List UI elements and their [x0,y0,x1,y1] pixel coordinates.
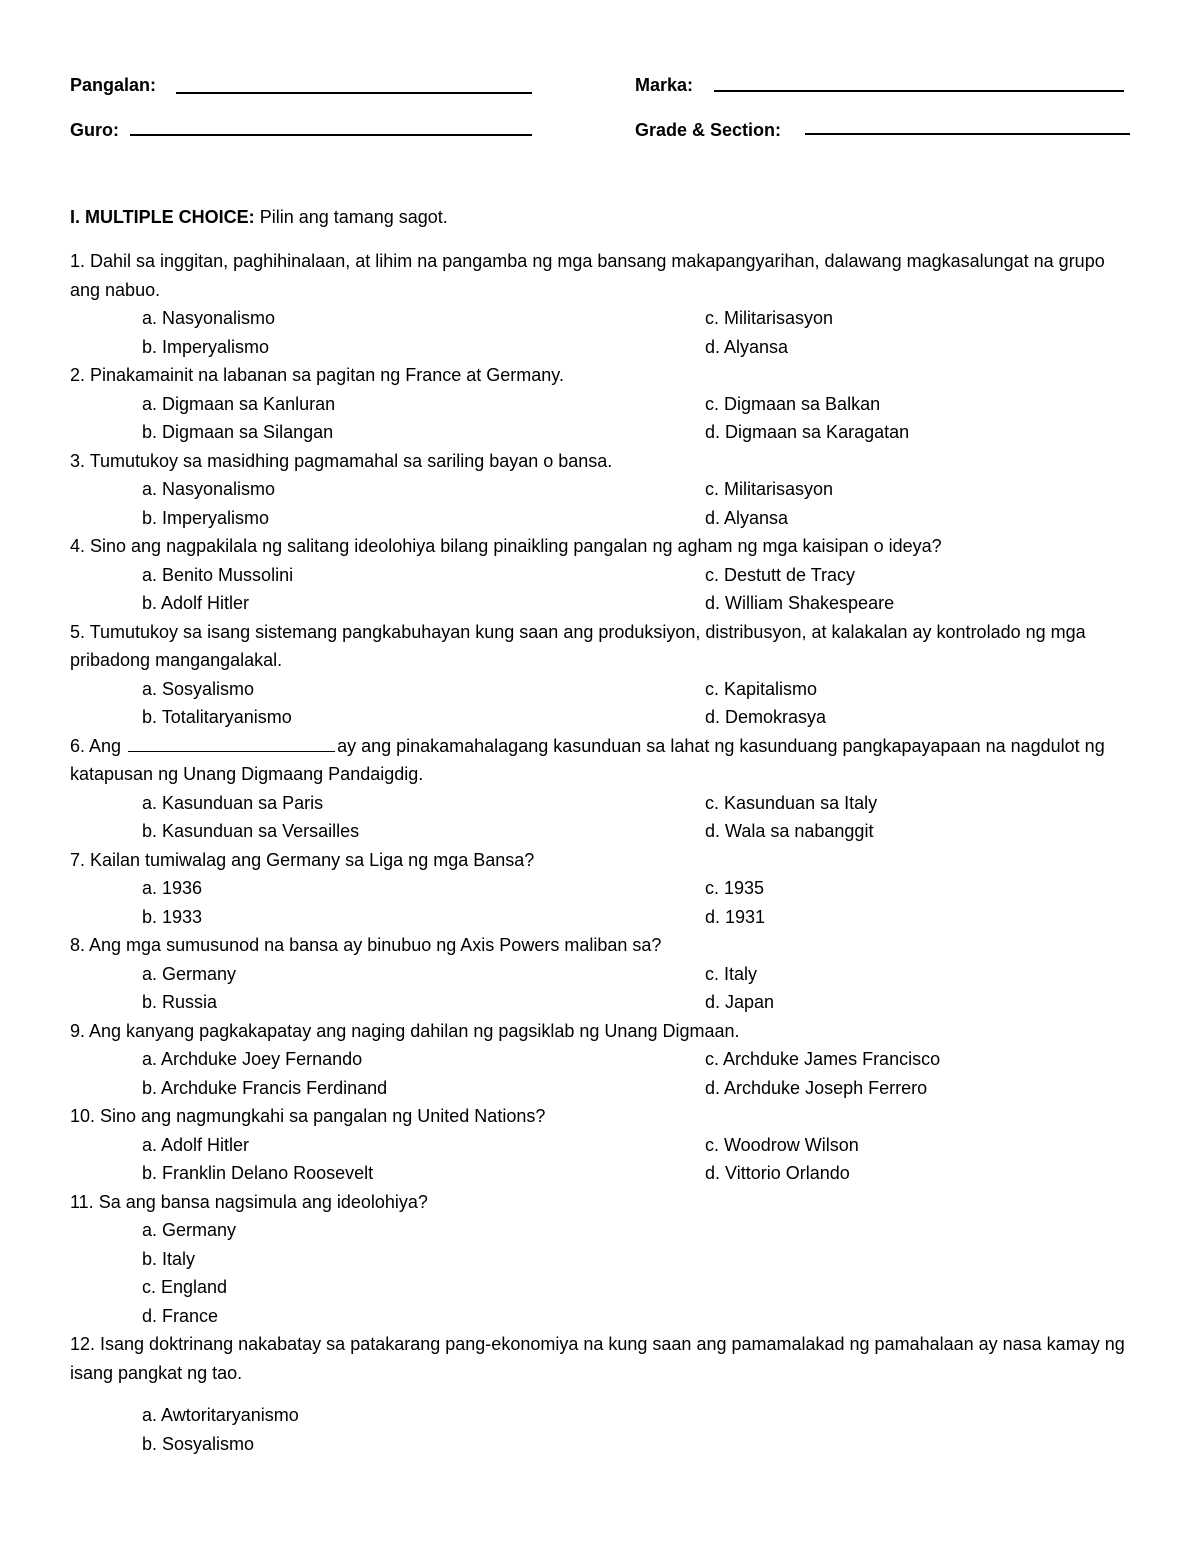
option-b[interactable]: b. Totalitaryanismo [142,707,292,727]
question-stem: 2. Pinakamainit na labanan sa pagitan ng France at Germany. [70,365,564,385]
grade-section-label: Grade & Section: [635,120,782,140]
option-a[interactable]: a. Nasyonalismo [142,479,276,499]
score-label: Marka: [635,75,694,95]
options [70,1045,1130,1102]
score-field[interactable] [714,90,1124,92]
teacher-label: Guro: [70,120,119,140]
question-stem-end: ay ang pinakamahalagang kasunduan sa lahat ng kasunduang pangkapayapaan na nagdulot ng katapusan ng Unang Digmaang Pandaigdig. [70,735,1105,784]
option-a[interactable]: a. Kasunduan sa Paris [142,792,324,813]
options [70,1401,1130,1458]
option-a[interactable]: a. Archduke Joey Fernando [142,1049,363,1069]
option-d[interactable]: d. Alyansa [705,507,789,528]
options [70,675,1130,732]
option-c[interactable]: c. 1935 [705,878,765,898]
option-a[interactable]: a. 1936 [142,878,203,898]
option-b[interactable]: b. 1933 [142,906,203,927]
question-9 [70,1017,1130,1103]
option-c[interactable]: c. Digmaan sa Balkan [705,393,881,414]
options [70,304,1130,361]
option-c[interactable]: c. Woodrow Wilson [705,1134,859,1155]
option-c[interactable]: c. Kasunduan sa Italy [705,792,878,813]
question-stem: 12. Isang doktrinang nakabatay sa patakarang pang-ekonomiya na kung saan ang pamamalakad ng pamahalaan ay nasa kamay ng isang pangkat ng tao. [70,1334,1125,1383]
question-stem-start: 6. Ang [70,735,122,756]
question-stem: 4. Sino ang nagpakilala ng salitang ideolohiya bilang pinaikling pangalan ng agham ng mga kaisipan o ideya? [70,536,942,556]
option-c[interactable]: c. Kapitalismo [705,678,818,699]
option-d[interactable]: d. Wala sa nabanggit [705,821,874,841]
option-b[interactable]: b. Russia [142,992,218,1012]
option-d[interactable]: d. Alyansa [705,336,789,357]
option-b[interactable]: b. Italy [142,1248,196,1269]
spacer [70,1387,1130,1401]
question-stem: 3. Tumutukoy sa masidhing pagmamahal sa sariling bayan o bansa. [70,450,613,471]
question-3 [70,447,1130,533]
option-a[interactable]: a. Adolf Hitler [142,1134,250,1155]
options [70,475,1130,532]
option-b[interactable]: b. Imperyalismo [142,507,270,528]
name-field[interactable] [176,92,532,94]
name-label: Pangalan: [70,75,157,95]
question-12 [70,1330,1130,1458]
options [70,789,1130,846]
question-11 [70,1188,1130,1331]
option-a[interactable]: a. Germany [142,963,237,984]
option-a[interactable]: a. Awtoritaryanismo [142,1405,299,1425]
option-c[interactable]: c. Italy [705,963,758,984]
option-c[interactable]: c. Militarisasyon [705,479,834,499]
option-d[interactable]: d. William Shakespeare [705,593,895,613]
question-6 [70,732,1130,846]
question-stem: 7. Kailan tumiwalag ang Germany sa Liga ng mga Bansa? [70,849,535,870]
option-b[interactable]: b. Adolf Hitler [142,593,250,613]
question-stem: 5. Tumutukoy sa isang sistemang pangkabuhayan kung saan ang produksiyon, distribusyon, at kalakalan ay kontrolado ng mga pribadong mangangalakal. [70,621,1086,670]
section-title: I. MULTIPLE CHOICE: [70,207,255,227]
teacher-field[interactable] [130,134,532,136]
option-b[interactable]: b. Imperyalismo [142,336,270,357]
question-8 [70,931,1130,1017]
question-stem [70,732,1130,789]
section-instruction: Pilin ang tamang sagot. [259,207,448,227]
question-stem: 11. Sa ang bansa nagsimula ang ideolohiya? [70,1191,428,1212]
option-a[interactable]: a. Germany [142,1220,237,1240]
options [70,561,1130,618]
question-stem: 9. Ang kanyang pagkakapatay ang naging dahilan ng pagsiklab ng Unang Digmaan. [70,1020,740,1041]
option-c[interactable]: c. England [142,1277,228,1297]
question-10 [70,1102,1130,1188]
option-b[interactable]: b. Digmaan sa Silangan [142,422,334,442]
option-d[interactable]: d. Japan [705,992,775,1012]
question-1 [70,247,1130,361]
question-5 [70,618,1130,732]
option-b[interactable]: b. Sosyalismo [142,1433,255,1454]
option-a[interactable]: a. Benito Mussolini [142,564,294,585]
option-a[interactable]: a. Nasyonalismo [142,308,276,328]
answer-blank[interactable] [128,736,335,752]
options [70,960,1130,1017]
question-stem: 10. Sino ang nagmungkahi sa pangalan ng United Nations? [70,1106,546,1126]
options [70,390,1130,447]
grade-section-field[interactable] [805,133,1130,135]
question-2 [70,361,1130,447]
question-4 [70,532,1130,618]
option-c[interactable]: c. Destutt de Tracy [705,564,856,585]
option-b[interactable]: b. Kasunduan sa Versailles [142,821,360,841]
question-stem: 1. Dahil sa inggitan, paghihinalaan, at lihim na pangamba ng mga bansang makapangyarihan, dalawang magkasalungat na grupo ang nabuo. [70,251,1105,300]
options [70,1216,1130,1330]
option-d[interactable]: d. Demokrasya [705,707,827,727]
option-a[interactable]: a. Sosyalismo [142,678,255,699]
section-heading [70,207,448,227]
question-list [70,247,1130,1458]
options [70,874,1130,931]
option-d[interactable]: d. 1931 [705,906,766,927]
option-d[interactable]: d. Digmaan sa Karagatan [705,422,910,442]
question-stem: 8. Ang mga sumusunod na bansa ay binubuo ng Axis Powers maliban sa? [70,935,662,955]
option-a[interactable]: a. Digmaan sa Kanluran [142,393,336,414]
option-d[interactable]: d. France [142,1305,219,1326]
option-b[interactable]: b. Archduke Francis Ferdinand [142,1077,388,1098]
option-c[interactable]: c. Militarisasyon [705,308,834,328]
options [70,1131,1130,1188]
option-c[interactable]: c. Archduke James Francisco [705,1049,941,1069]
option-b[interactable]: b. Franklin Delano Roosevelt [142,1163,374,1183]
option-d[interactable]: d. Archduke Joseph Ferrero [705,1077,928,1098]
option-d[interactable]: d. Vittorio Orlando [705,1163,850,1183]
question-7 [70,846,1130,932]
